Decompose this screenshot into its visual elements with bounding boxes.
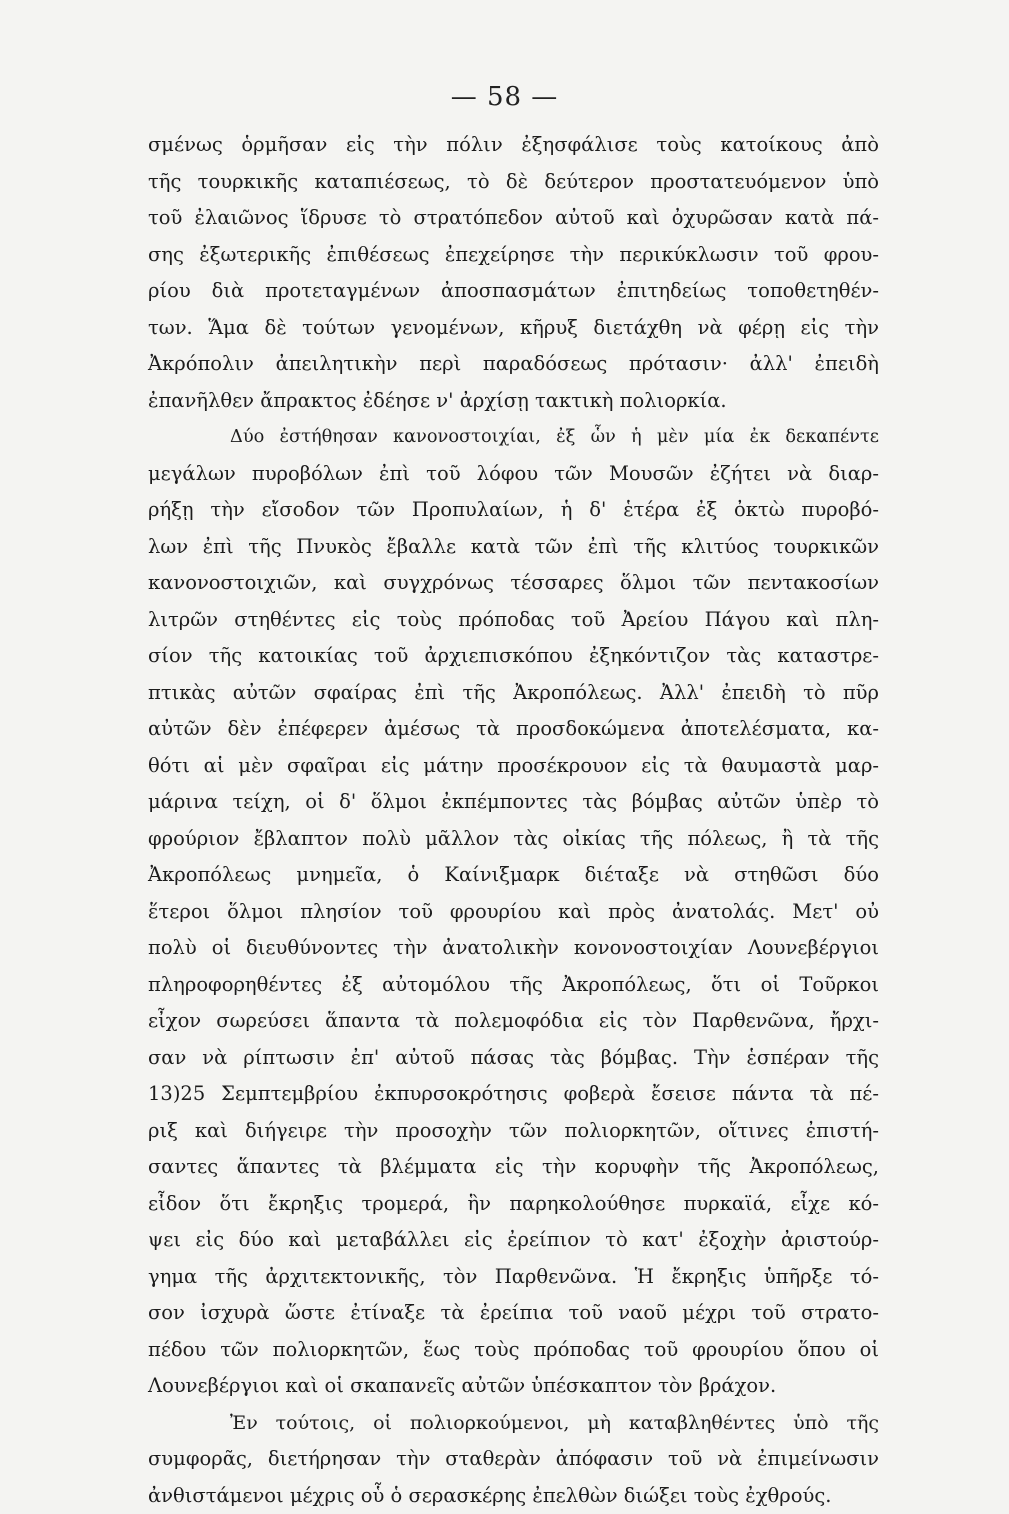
text-line: πληροφορηθέντες ἐξ αὐτομόλου τῆς Ἀκροπόλεως, ὅτι οἱ Τοῦρκοι — [148, 967, 879, 1004]
text-line: ριξ καὶ διήγειρε τὴν προσοχὴν τῶν πολιορκητῶν, οἵτινες ἐπιστή- — [148, 1113, 879, 1150]
text-line: των. Ἅμα δὲ τούτων γενομένων, κῆρυξ διετάχθη νὰ φέρῃ εἰς τὴν — [148, 310, 879, 347]
text-line: Λουνεβέργιοι καὶ οἱ σκαπανεῖς αὐτῶν ὑπέσκαπτον τὸν βράχον. — [148, 1368, 879, 1405]
text-line: εἶχον σωρεύσει ἅπαντα τὰ πολεμοφόδια εἰς τὸν Παρθενῶνα, ἤρχι- — [148, 1003, 879, 1040]
text-line: μεγάλων πυροβόλων ἐπὶ τοῦ λόφου τῶν Μουσῶν ἐζήτει νὰ διαρ- — [148, 456, 879, 493]
text-line: σαν νὰ ρίπτωσιν ἐπ' αὐτοῦ πάσας τὰς βόμβας. Τὴν ἑσπέραν τῆς — [148, 1040, 879, 1077]
text-line: συμφορᾶς, διετήρησαν τὴν σταθερὰν ἀπόφασιν τοῦ νὰ ἐπιμείνωσιν — [148, 1441, 879, 1478]
text-line: Ἀκροπόλεως μνημεῖα, ὁ Καίνιξμαρκ διέταξε νὰ στηθῶσι δύο — [148, 857, 879, 894]
text-line: ρίου διὰ προτεταγμένων ἀποσπασμάτων ἐπιτηδείως τοποθετηθέν- — [148, 273, 879, 310]
text-line: ψει εἰς δύο καὶ μεταβάλλει εἰς ἐρείπιον τὸ κατ' ἐξοχὴν ἀριστούρ- — [148, 1222, 879, 1259]
text-line: 13)25 Σεμπτεμβρίου ἐκπυρσοκρότησις φοβερὰ ἔσεισε πάντα τὰ πέ- — [148, 1076, 879, 1113]
text-line: ἐπανῆλθεν ἄπρακτος ἐδέησε ν' ἀρχίσῃ τακτικὴ πολιορκία. — [148, 383, 879, 420]
text-line: σαντες ἅπαντες τὰ βλέμματα εἰς τὴν κορυφὴν τῆς Ἀκροπόλεως, — [148, 1149, 879, 1186]
text-line: θότι αἱ μὲν σφαῖραι εἰς μάτην προσέκρουον εἰς τὰ θαυμαστὰ μαρ- — [148, 748, 879, 785]
text-line: εἶδον ὅτι ἔκρηξις τρομερά, ἣν παρηκολούθησε πυρκαϊά, εἶχε κό- — [148, 1186, 879, 1223]
page-number: — 58 — — [0, 82, 1009, 112]
text-line: μάρινα τείχη, οἱ δ' ὅλμοι ἐκπέμποντες τὰς βόμβας αὐτῶν ὑπὲρ τὸ — [148, 784, 879, 821]
text-line: σης ἐξωτερικῆς ἐπιθέσεως ἐπεχείρησε τὴν περικύκλωσιν τοῦ φρου- — [148, 237, 879, 274]
text-line: σον ἰσχυρὰ ὥστε ἐτίναξε τὰ ἐρείπια τοῦ ναοῦ μέχρι τοῦ στρατο- — [148, 1295, 879, 1332]
text-line: γημα τῆς ἀρχιτεκτονικῆς, τὸν Παρθενῶνα. Ἡ ἔκρηξις ὑπῆρξε τό- — [148, 1259, 879, 1296]
text-line: πτικὰς αὐτῶν σφαίρας ἐπὶ τῆς Ἀκροπόλεως. Ἀλλ' ἐπειδὴ τὸ πῦρ — [148, 675, 879, 712]
text-line: ἀνθιστάμενοι μέχρις οὗ ὁ σερασκέρης ἐπελθὼν διώξει τοὺς ἐχθρούς. — [148, 1478, 879, 1514]
text-line: Ἀκρόπολιν ἀπειλητικὴν περὶ παραδόσεως πρότασιν· ἀλλ' ἐπειδὴ — [148, 346, 879, 383]
text-line: ἕτεροι ὅλμοι πλησίον τοῦ φρουρίου καὶ πρὸς ἀνατολάς. Μετ' οὐ — [148, 894, 879, 931]
body-text — [148, 127, 879, 1514]
text-line: φρούριον ἔβλαπτον πολὺ μᾶλλον τὰς οἰκίας τῆς πόλεως, ἢ τὰ τῆς — [148, 821, 879, 858]
text-line: σίον τῆς κατοικίας τοῦ ἀρχιεπισκόπου ἐξηκόντιζον τὰς καταστρε- — [148, 638, 879, 675]
text-line: Δύο ἐστήθησαν κανονοστοιχίαι, ἐξ ὧν ἡ μὲν μία ἐκ δεκαπέντε — [148, 419, 879, 456]
text-line: τοῦ ἐλαιῶνος ἵδρυσε τὸ στρατόπεδον αὐτοῦ καὶ ὀχυρῶσαν κατὰ πά- — [148, 200, 879, 237]
text-line: κανονοστοιχιῶν, καὶ συγχρόνως τέσσαρες ὅλμοι τῶν πεντακοσίων — [148, 565, 879, 602]
text-line: πολὺ οἱ διευθύνοντες τὴν ἀνατολικὴν κονονοστοιχίαν Λουνεβέργιοι — [148, 930, 879, 967]
text-line: Ἐν τούτοις, οἱ πολιορκούμενοι, μὴ καταβληθέντες ὑπὸ τῆς — [148, 1405, 879, 1442]
text-line: λων ἐπὶ τῆς Πνυκὸς ἔβαλλε κατὰ τῶν ἐπὶ τῆς κλιτύος τουρκικῶν — [148, 529, 879, 566]
text-line: τῆς τουρκικῆς καταπιέσεως, τὸ δὲ δεύτερον προστατευόμενον ὑπὸ — [148, 164, 879, 201]
text-line: λιτρῶν στηθέντες εἰς τοὺς πρόποδας τοῦ Ἀρείου Πάγου καὶ πλη- — [148, 602, 879, 639]
text-line: πέδου τῶν πολιορκητῶν, ἕως τοὺς πρόποδας τοῦ φρουρίου ὅπου οἱ — [148, 1332, 879, 1369]
text-line: αὐτῶν δὲν ἐπέφερεν ἀμέσως τὰ προσδοκώμενα ἀποτελέσματα, κα- — [148, 711, 879, 748]
text-line: σμένως ὁρμῆσαν εἰς τὴν πόλιν ἐξησφάλισε τοὺς κατοίκους ἀπὸ — [148, 127, 879, 164]
text-line: ρήξῃ τὴν εἴσοδον τῶν Προπυλαίων, ἡ δ' ἑτέρα ἐξ ὀκτὼ πυροβό- — [148, 492, 879, 529]
